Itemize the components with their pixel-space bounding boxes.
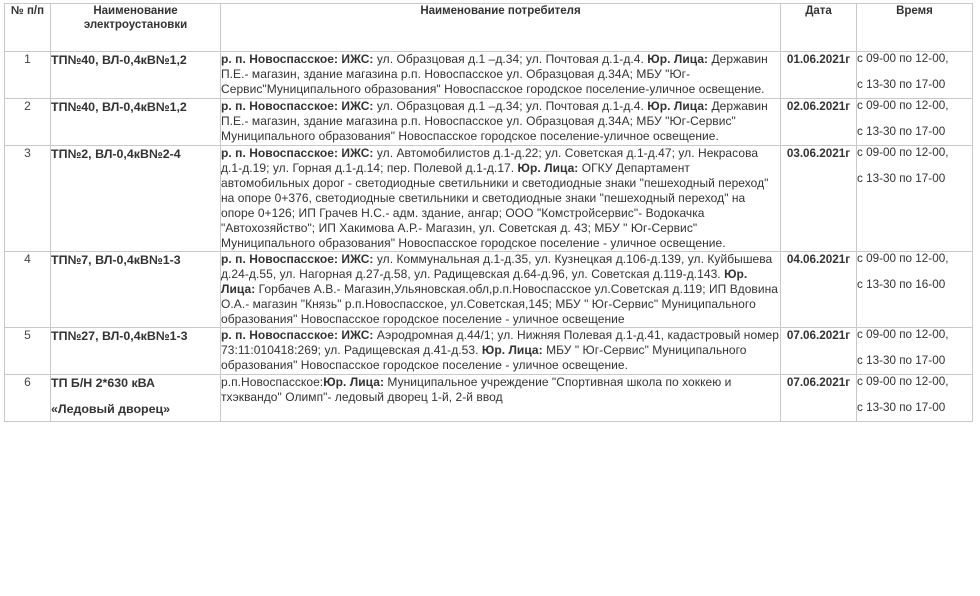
time-cell [857,146,973,252]
consumer-text: ул. Автомобилистов д.1-д.22; ул. Советская д.1-д.47; ул. Некрасова д.1-д.19; ул. Горная д.1-д.14; пер. Полевой д.1-д.17. [221,146,759,175]
installation-cell [51,146,221,252]
time-interval: с 13-30 по 17-00 [857,401,946,414]
installation-name: ТП№40, ВЛ-0,4кВ№1,2 [51,53,187,67]
time-interval: с 09-00 по 12-00, [857,328,949,341]
date-cell: 03.06.2021г [781,146,857,252]
installation-cell [51,252,221,328]
consumer-label: Юр. Лица: [481,343,543,357]
consumer-text: ул. Коммунальная д.1-д.35, ул. Кузнецкая д.106-д.139, ул. Куйбышева д.24-д.55, ул. Нагорная д.27-д.58, ул. Радищевская д.64-д.96, ул. Советская д.119-д.143. [221,252,773,281]
consumer-label: р. п. Новоспасское: ИЖС: [221,328,374,342]
time-interval: с 13-30 по 17-00 [857,354,946,367]
installation-name: ТП Б/Н 2*630 кВА [51,376,155,390]
installation-name: ТП№27, ВЛ-0,4кВ№1-3 [51,329,188,343]
row-number: 2 [5,99,51,146]
table-row [5,375,973,422]
row-number: 5 [5,328,51,375]
consumer-label: р. п. Новоспасское: ИЖС: [221,52,374,66]
installation-name: ТП№40, ВЛ-0,4кВ№1,2 [51,100,187,114]
consumer-text: Державин П.Е.- магазин, здание магазина р.п. Новоспасское ул. Образцовая д.34А; МБУ "Юг-Сервис"Муниципального образования" Новоспасское городское поселение-уличное освещение. [221,52,768,96]
time-interval: с 09-00 по 12-00, [857,99,949,112]
date-cell: 01.06.2021г [781,52,857,99]
table-row [5,328,973,375]
date-cell: 04.06.2021г [781,252,857,328]
table-header-row [5,4,973,52]
header-installation: Наименование электроустановки [51,4,221,52]
consumer-label: Юр. Лица: [221,267,748,296]
installation-cell [51,375,221,422]
table-row [5,99,973,146]
consumer-text: Державин П.Е.- магазин, здание магазина р.п. Новоспасское ул. Образцовая д.34А; МБУ "Юг-Сервис" Муниципального образования" Новоспасское городское поселение-уличное освещение. [221,99,768,143]
header-time: Время [857,4,973,52]
consumer-cell [221,146,781,252]
time-interval: с 13-30 по 17-00 [857,78,946,91]
row-number: 4 [5,252,51,328]
consumer-label: Юр. Лица: [517,161,579,175]
row-number: 1 [5,52,51,99]
installation-name: ТП№2, ВЛ-0,4кВ№2-4 [51,147,181,161]
consumer-text: Муниципальное учреждение "Спортивная школа по хоккею и тхэквандо" Олимп"- ледовый дворец 1-й, 2-й ввод [221,375,732,404]
outage-schedule-table [4,3,973,422]
consumer-text: р.п.Новоспасское: [221,375,324,389]
time-interval: с 13-30 по 17-00 [857,125,946,138]
row-number: 3 [5,146,51,252]
consumer-label: Юр. Лица: [647,99,709,113]
time-cell [857,252,973,328]
installation-cell [51,52,221,99]
consumer-cell [221,99,781,146]
consumer-text: Аэродромная д.44/1; ул. Нижняя Полевая д.1-д.41, кадастровый номер 73:11:010418:269; ул. Радищевская д.41-д.53. [221,328,779,357]
time-cell [857,328,973,375]
consumer-text: ул. Образцовая д.1 –д.34; ул. Почтовая д.1-д.4. [373,52,648,66]
time-interval: с 09-00 по 12-00, [857,52,949,65]
consumer-label: р. п. Новоспасское: ИЖС: [221,252,374,266]
date-cell: 02.06.2021г [781,99,857,146]
consumer-label: р. п. Новоспасское: ИЖС: [221,99,374,113]
consumer-text: Горбачев А.В.- Магазин,Ульяновская.обл,р.п.Новоспасское ул.Советская д.119; ИП Вдовина О.А.- магазин "Князь" р.п.Новоспасское, ул.Советская,145; МБУ " Юг-Сервис" Муниципального образования" Новоспасское городское поселение - уличное освещение [221,282,779,326]
time-cell [857,99,973,146]
header-consumer: Наименование потребителя [221,4,781,52]
time-interval: с 13-30 по 16-00 [857,278,946,291]
installation-cell [51,99,221,146]
time-interval: с 09-00 по 12-00, [857,146,949,159]
consumer-cell [221,252,781,328]
installation-cell [51,328,221,375]
consumer-cell [221,52,781,99]
header-num: № п/п [5,4,51,52]
consumer-label: Юр. Лица: [647,52,709,66]
date-cell: 07.06.2021г [781,375,857,422]
consumer-label: р. п. Новоспасское: ИЖС: [221,146,374,160]
installation-name: ТП№7, ВЛ-0,4кВ№1-3 [51,253,181,267]
consumer-label: Юр. Лица: [323,375,385,389]
installation-subname: «Ледовый дворец» [51,402,171,416]
time-cell [857,52,973,99]
header-date: Дата [781,4,857,52]
time-interval: с 09-00 по 12-00, [857,375,949,388]
time-interval: с 13-30 по 17-00 [857,172,946,185]
consumer-cell [221,375,781,422]
table-row [5,146,973,252]
time-cell [857,375,973,422]
row-number: 6 [5,375,51,422]
consumer-text: ул. Образцовая д.1 –д.34; ул. Почтовая д.1-д.4. [373,99,648,113]
table-row [5,52,973,99]
date-cell: 07.06.2021г [781,328,857,375]
time-interval: с 09-00 по 12-00, [857,252,949,265]
table-row [5,252,973,328]
consumer-text: МБУ " Юг-Сервис" Муниципального образования" Новоспасское городское поселение - уличное освещение. [221,343,747,372]
consumer-text: ОГКУ Департамент автомобильных дорог - светодиодные светильники и светодиодные знаки "пешеходный переход" на опоре 0+376, светодиодные светильники и светодиодные знаки "пешеходный переход" на опоре 0+126; ИП Грачев Н.С.- адм. здание, ангар; ООО "Комстройсервис"- Водокачка "Автохозяйство"; ИП Хакимова А.Р.- Магазин, ул. Советская д. 43; МБУ " Юг-Сервис" Муниципального образования" Новоспасское городское поселение - уличное освещение. [221,161,769,250]
consumer-cell [221,328,781,375]
